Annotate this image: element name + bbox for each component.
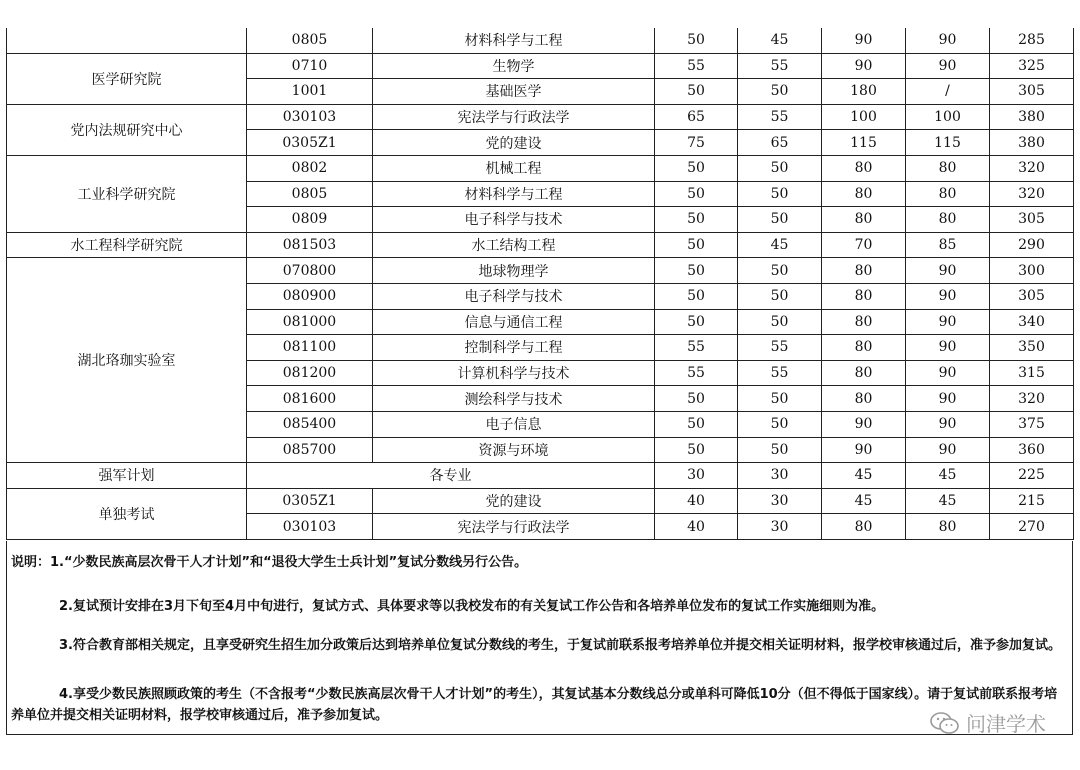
score-politics: 30 <box>655 463 738 489</box>
major-name: 党的建设 <box>373 130 655 156</box>
score-politics: 55 <box>655 360 738 386</box>
score-foreign-language: 55 <box>738 104 822 130</box>
unit-name: 党内法规研究中心 <box>7 104 247 155</box>
score-subject-2: 90 <box>906 309 990 335</box>
score-politics: 50 <box>655 28 738 53</box>
score-subject-2: 90 <box>906 283 990 309</box>
table-row <box>7 155 1074 181</box>
major-code: 080900 <box>247 283 373 309</box>
major-name: 测绘科学与技术 <box>373 386 655 412</box>
score-politics: 50 <box>655 437 738 463</box>
score-subject-1: 90 <box>822 437 906 463</box>
score-subject-1: 80 <box>822 309 906 335</box>
score-subject-1: 80 <box>822 207 906 233</box>
score-subject-1: 80 <box>822 258 906 284</box>
score-subject-2: 100 <box>906 104 990 130</box>
score-subject-2: 90 <box>906 386 990 412</box>
score-foreign-language: 45 <box>738 232 822 258</box>
watermark <box>930 708 1046 737</box>
score-subject-1: 80 <box>822 514 906 540</box>
score-subject-1: 80 <box>822 181 906 207</box>
major-code: 081600 <box>247 386 373 412</box>
unit-name: 医学研究院 <box>7 53 247 104</box>
score-subject-2: 90 <box>906 411 990 437</box>
major-code: 030103 <box>247 514 373 540</box>
major-code: 0305Z1 <box>247 488 373 514</box>
unit-name: 工业科学研究院 <box>7 155 247 232</box>
table-row <box>7 28 1074 53</box>
major-code: 0305Z1 <box>247 130 373 156</box>
score-total: 375 <box>990 411 1074 437</box>
score-politics: 50 <box>655 411 738 437</box>
major-code: 0710 <box>247 53 373 79</box>
major-name: 电子信息 <box>373 411 655 437</box>
score-politics: 40 <box>655 488 738 514</box>
unit-name: 强军计划 <box>7 463 247 489</box>
score-table <box>6 28 1074 540</box>
score-subject-2: 115 <box>906 130 990 156</box>
major-name: 控制科学与工程 <box>373 335 655 361</box>
score-foreign-language: 50 <box>738 411 822 437</box>
major-name: 材料科学与工程 <box>373 28 655 53</box>
score-total: 350 <box>990 335 1074 361</box>
major-name: 基础医学 <box>373 79 655 105</box>
major-name: 电子科学与技术 <box>373 283 655 309</box>
score-subject-2: 90 <box>906 335 990 361</box>
table-row <box>7 53 1074 79</box>
major-code: 085400 <box>247 411 373 437</box>
notes-section <box>6 541 1073 735</box>
major-name: 材料科学与工程 <box>373 181 655 207</box>
score-total: 360 <box>990 437 1074 463</box>
note-3: 3.符合教育部相关规定，且享受研究生招生加分政策后达到培养单位复试分数线的考生，于复试前联系报考培养单位并提交相关证明材料，报学校审核通过后，准予参加复试。 <box>59 638 1061 653</box>
score-politics: 50 <box>655 207 738 233</box>
major-name: 地球物理学 <box>373 258 655 284</box>
table-row <box>7 488 1074 514</box>
major-name: 生物学 <box>373 53 655 79</box>
major-code: 0802 <box>247 155 373 181</box>
score-subject-1: 80 <box>822 386 906 412</box>
score-total: 325 <box>990 53 1074 79</box>
unit-name: 单独考试 <box>7 488 247 539</box>
score-subject-2: 80 <box>906 181 990 207</box>
score-politics: 50 <box>655 155 738 181</box>
major-all: 各专业 <box>247 463 655 489</box>
score-total: 285 <box>990 28 1074 53</box>
major-code: 085700 <box>247 437 373 463</box>
score-total: 300 <box>990 258 1074 284</box>
score-subject-1: 180 <box>822 79 906 105</box>
score-subject-1: 90 <box>822 411 906 437</box>
major-code: 081503 <box>247 232 373 258</box>
score-foreign-language: 50 <box>738 155 822 181</box>
score-foreign-language: 65 <box>738 130 822 156</box>
major-code: 030103 <box>247 104 373 130</box>
note-2: 2.复试预计安排在3月下旬至4月中旬进行，复试方式、具体要求等以我校发布的有关复试工作公告和各培养单位发布的复试工作实施细则为准。 <box>59 599 885 614</box>
score-subject-1: 115 <box>822 130 906 156</box>
table-row <box>7 258 1074 284</box>
score-subject-2: 45 <box>906 488 990 514</box>
score-subject-2: 90 <box>906 28 990 53</box>
score-subject-2: 90 <box>906 437 990 463</box>
note-4: 4.享受少数民族照顾政策的考生（不含报考“少数民族高层次骨干人才计划”的考生），其复试基本分数线总分或单科可降低10分（但不得低于国家线）。请于复试前联系报考培养单位并提交相关证明材料，报学校审核通过后，准予参加复试。 <box>11 687 1058 723</box>
major-name: 资源与环境 <box>373 437 655 463</box>
score-total: 305 <box>990 283 1074 309</box>
score-subject-2: 45 <box>906 463 990 489</box>
major-code: 081000 <box>247 309 373 335</box>
score-subject-1: 90 <box>822 53 906 79</box>
unit-name: 湖北珞珈实验室 <box>7 258 247 463</box>
score-subject-2: 90 <box>906 258 990 284</box>
unit-name <box>7 28 247 53</box>
score-subject-1: 80 <box>822 360 906 386</box>
score-politics: 50 <box>655 232 738 258</box>
score-total: 315 <box>990 360 1074 386</box>
score-foreign-language: 50 <box>738 258 822 284</box>
score-foreign-language: 30 <box>738 463 822 489</box>
major-code: 081100 <box>247 335 373 361</box>
score-subject-2: 80 <box>906 155 990 181</box>
score-politics: 50 <box>655 309 738 335</box>
score-politics: 55 <box>655 53 738 79</box>
major-code: 1001 <box>247 79 373 105</box>
major-name: 宪法学与行政法学 <box>373 514 655 540</box>
major-code: 070800 <box>247 258 373 284</box>
score-total: 270 <box>990 514 1074 540</box>
note-1: 说明：1.“少数民族高层次骨干人才计划”和“退役大学生士兵计划”复试分数线另行公告。 <box>11 555 528 570</box>
major-name: 党的建设 <box>373 488 655 514</box>
score-subject-1: 70 <box>822 232 906 258</box>
score-subject-1: 80 <box>822 335 906 361</box>
score-subject-1: 80 <box>822 155 906 181</box>
score-total: 290 <box>990 232 1074 258</box>
major-name: 电子科学与技术 <box>373 207 655 233</box>
score-politics: 40 <box>655 514 738 540</box>
major-name: 水工结构工程 <box>373 232 655 258</box>
score-foreign-language: 50 <box>738 79 822 105</box>
score-politics: 50 <box>655 181 738 207</box>
score-subject-1: 45 <box>822 463 906 489</box>
score-foreign-language: 55 <box>738 335 822 361</box>
score-politics: 50 <box>655 258 738 284</box>
score-subject-2: 85 <box>906 232 990 258</box>
major-name: 机械工程 <box>373 155 655 181</box>
score-foreign-language: 45 <box>738 28 822 53</box>
score-subject-1: 100 <box>822 104 906 130</box>
major-name: 信息与通信工程 <box>373 309 655 335</box>
wechat-icon <box>930 711 960 735</box>
score-foreign-language: 55 <box>738 53 822 79</box>
score-total: 215 <box>990 488 1074 514</box>
score-subject-1: 90 <box>822 28 906 53</box>
score-total: 340 <box>990 309 1074 335</box>
score-politics: 50 <box>655 283 738 309</box>
major-code: 0805 <box>247 181 373 207</box>
major-code: 0805 <box>247 28 373 53</box>
watermark-text: 问津学术 <box>966 712 1046 736</box>
score-foreign-language: 50 <box>738 309 822 335</box>
score-total: 305 <box>990 79 1074 105</box>
score-foreign-language: 50 <box>738 207 822 233</box>
score-foreign-language: 50 <box>738 386 822 412</box>
score-politics: 55 <box>655 335 738 361</box>
table-row <box>7 104 1074 130</box>
score-subject-2: 90 <box>906 53 990 79</box>
score-total: 305 <box>990 207 1074 233</box>
score-total: 380 <box>990 130 1074 156</box>
score-foreign-language: 50 <box>738 181 822 207</box>
score-subject-1: 45 <box>822 488 906 514</box>
score-subject-2: / <box>906 79 990 105</box>
score-total: 320 <box>990 155 1074 181</box>
score-politics: 50 <box>655 79 738 105</box>
unit-name: 水工程科学研究院 <box>7 232 247 258</box>
major-name: 计算机科学与技术 <box>373 360 655 386</box>
major-code: 0809 <box>247 207 373 233</box>
major-code: 081200 <box>247 360 373 386</box>
score-foreign-language: 50 <box>738 437 822 463</box>
table-row <box>7 232 1074 258</box>
score-subject-2: 90 <box>906 360 990 386</box>
major-name: 宪法学与行政法学 <box>373 104 655 130</box>
score-subject-2: 80 <box>906 207 990 233</box>
score-total: 320 <box>990 181 1074 207</box>
score-total: 380 <box>990 104 1074 130</box>
score-foreign-language: 55 <box>738 360 822 386</box>
score-total: 320 <box>990 386 1074 412</box>
score-politics: 65 <box>655 104 738 130</box>
score-foreign-language: 30 <box>738 488 822 514</box>
score-politics: 75 <box>655 130 738 156</box>
score-foreign-language: 50 <box>738 283 822 309</box>
table-row <box>7 463 1074 489</box>
score-subject-2: 80 <box>906 514 990 540</box>
score-total: 225 <box>990 463 1074 489</box>
score-foreign-language: 30 <box>738 514 822 540</box>
score-subject-1: 80 <box>822 283 906 309</box>
score-politics: 50 <box>655 386 738 412</box>
